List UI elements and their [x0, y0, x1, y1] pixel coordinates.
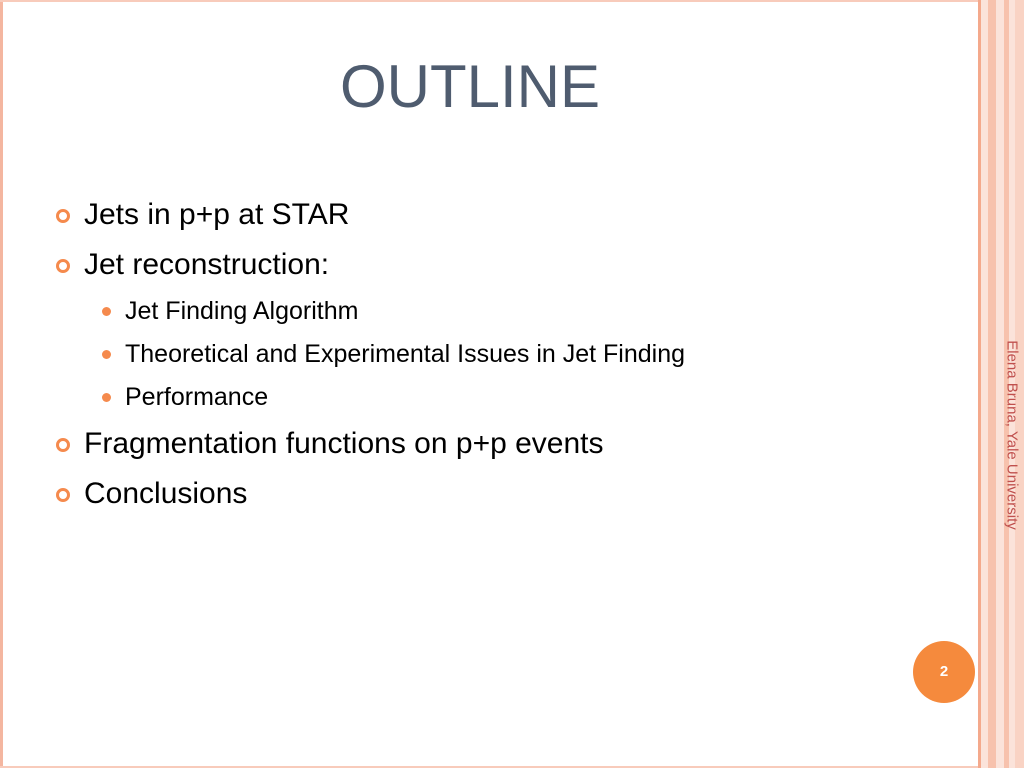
list-item [56, 425, 936, 475]
bullet-list [56, 196, 936, 525]
sub-list-item [56, 382, 936, 425]
list-item [56, 246, 936, 296]
dot-bullet-icon [102, 393, 111, 402]
sub-list-item-text: Theoretical and Experimental Issues in Jet Finding [125, 340, 686, 368]
right-stripe [988, 0, 996, 768]
list-item-text: Jet reconstruction: [84, 248, 330, 281]
dot-bullet-icon [102, 350, 111, 359]
top-border [0, 0, 980, 2]
ring-bullet-icon [56, 209, 70, 223]
dot-bullet-icon [102, 307, 111, 316]
ring-bullet-icon [56, 438, 70, 452]
ring-bullet-icon [56, 488, 70, 502]
sub-list-item [56, 296, 936, 339]
list-item-text: Jets in p+p at STAR [84, 198, 350, 231]
sub-list-item [56, 339, 936, 382]
right-stripe [978, 0, 981, 768]
author-footer: Elena Bruna, Yale University [1003, 340, 1021, 530]
list-item-text: Fragmentation functions on p+p events [84, 427, 604, 460]
list-item [56, 196, 936, 246]
sub-list-item-text: Performance [125, 383, 269, 411]
ring-bullet-icon [56, 259, 70, 273]
list-item-text: Conclusions [84, 477, 248, 510]
slide-title: OUTLINE [339, 53, 601, 120]
sub-list-item-text: Jet Finding Algorithm [125, 297, 359, 325]
list-item [56, 475, 936, 525]
page-number-badge: 2 [913, 641, 975, 703]
